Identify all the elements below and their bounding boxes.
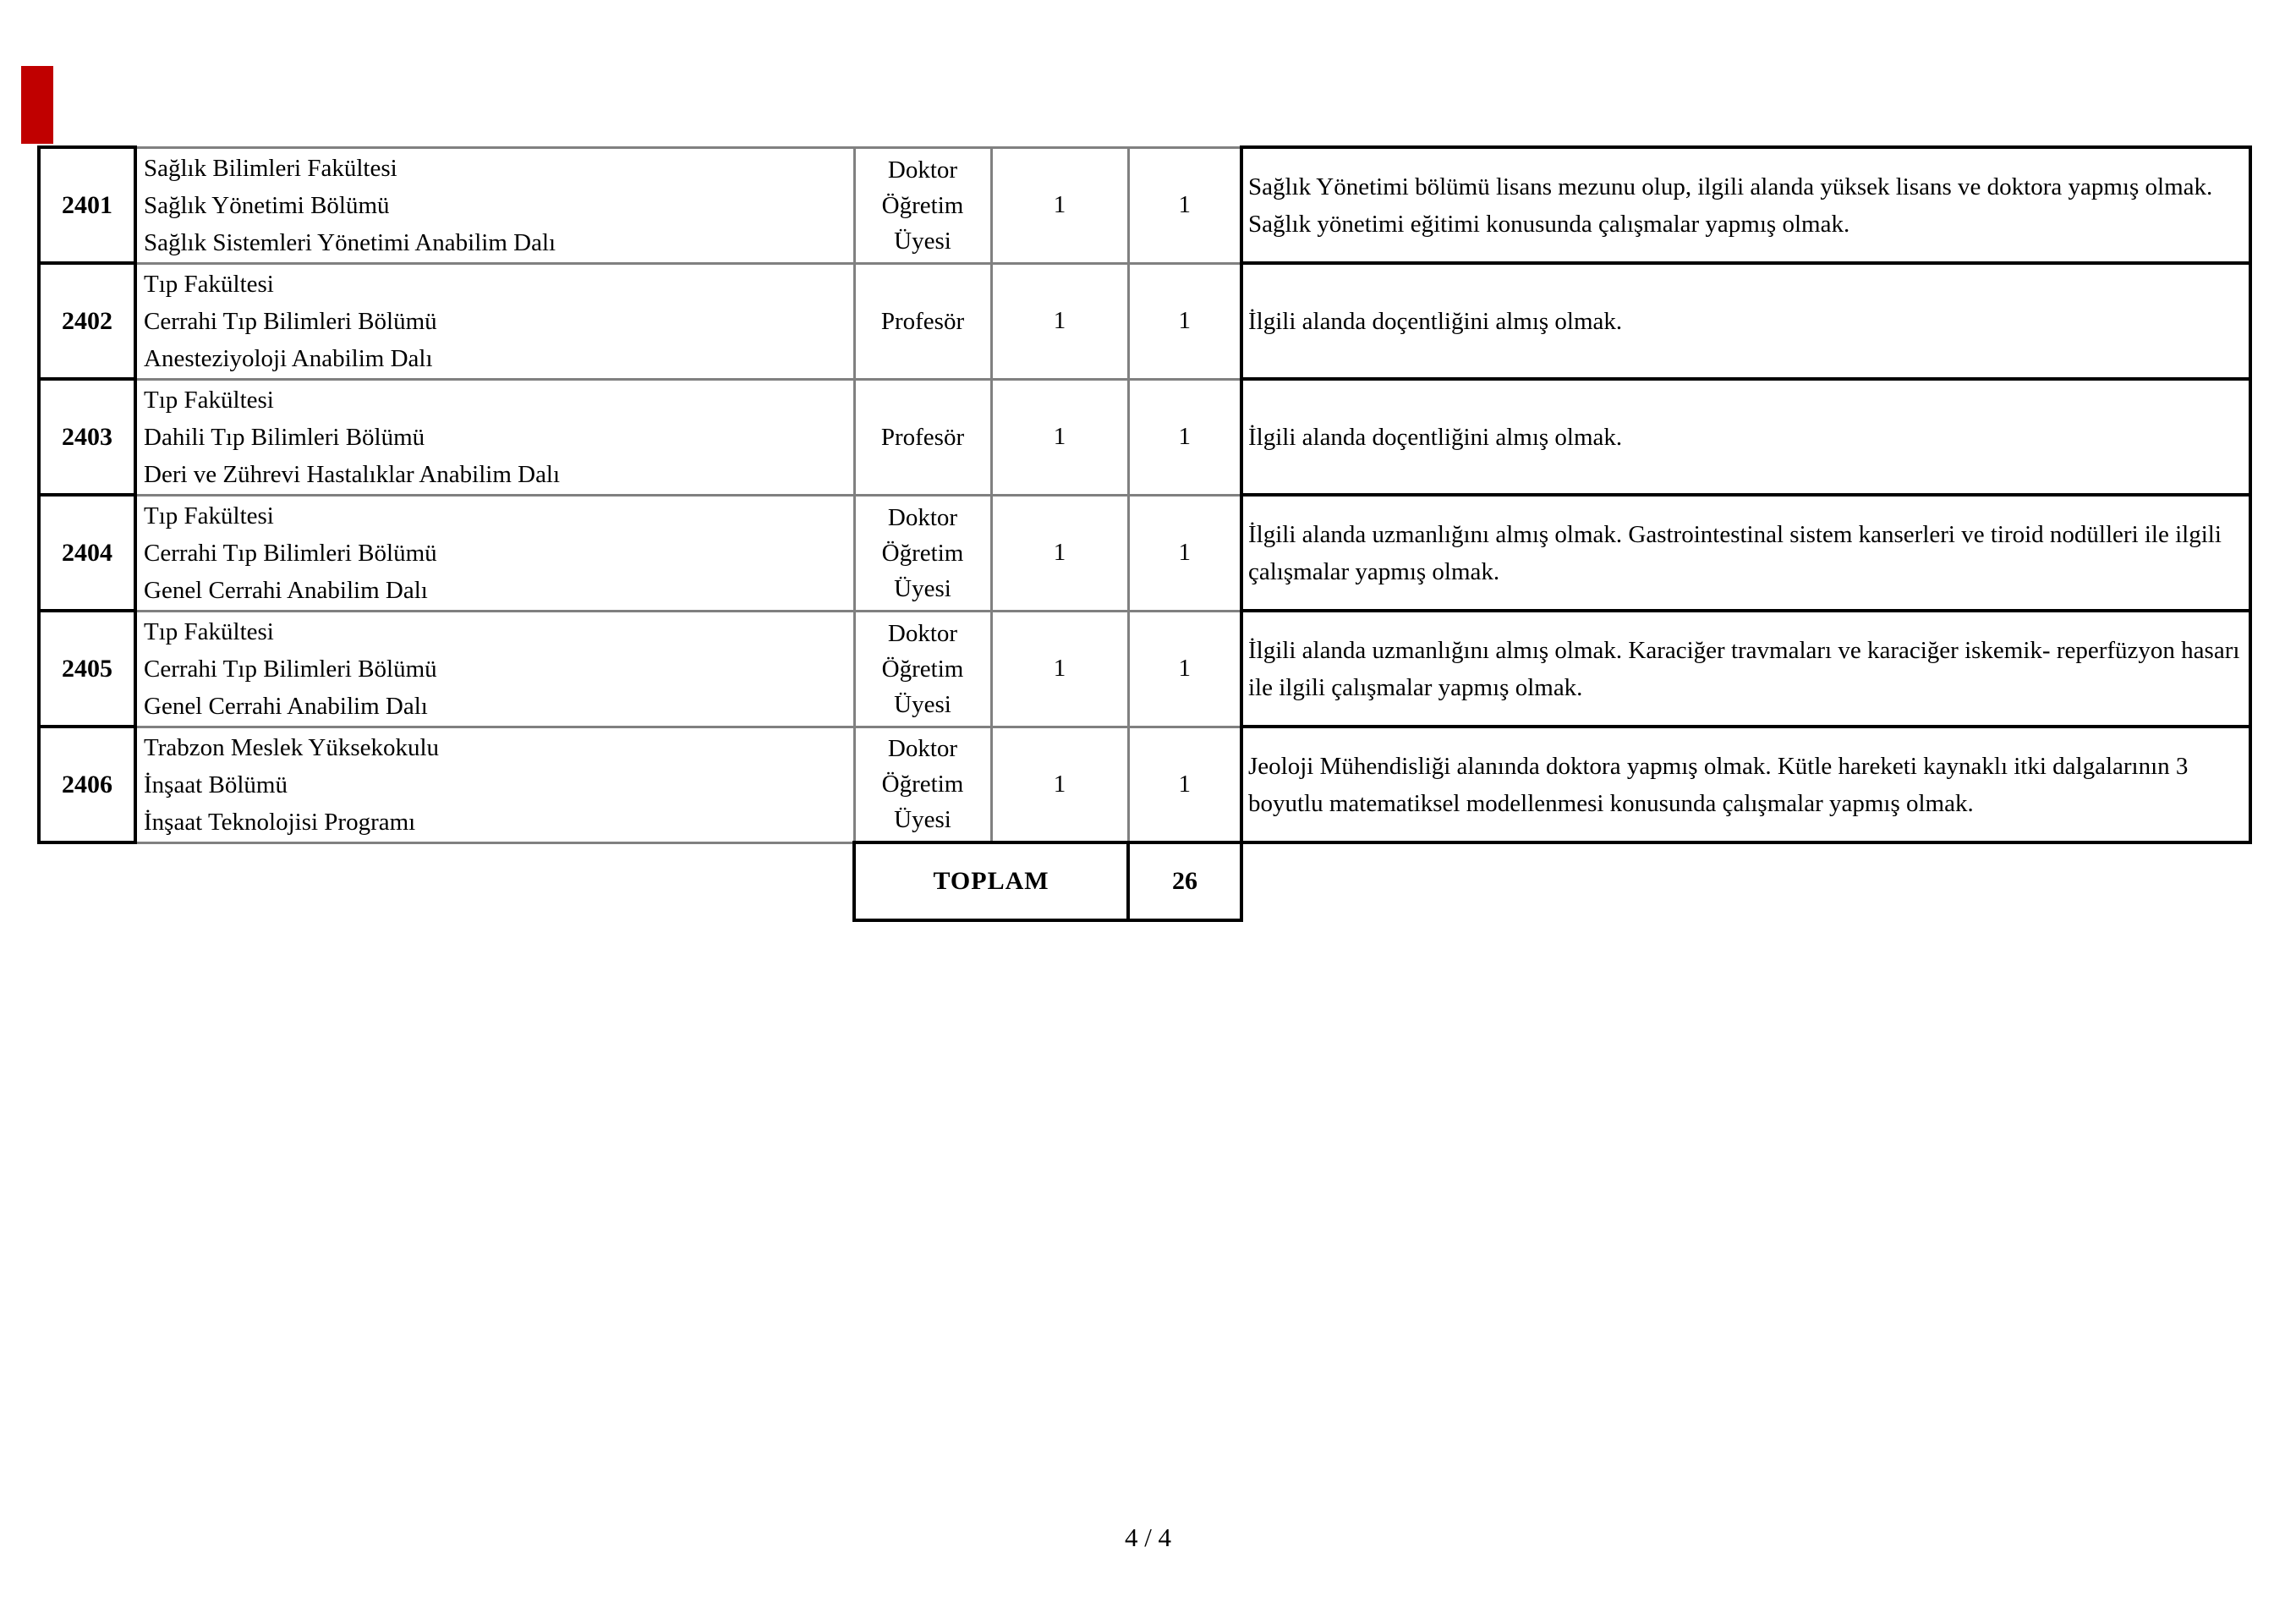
- description-cell: İlgili alanda doçentliğini almış olmak.: [1241, 379, 2250, 495]
- unit-line: İnşaat Bölümü: [144, 771, 288, 798]
- unit-line: Genel Cerrahi Anabilim Dalı: [144, 576, 428, 604]
- num2-cell: 1: [1128, 495, 1241, 611]
- unit-line: Cerrahi Tıp Bilimleri Bölümü: [144, 655, 437, 683]
- title-line: Üyesi: [894, 806, 951, 834]
- title-line: Öğretim: [881, 771, 964, 798]
- num2-cell: 1: [1128, 263, 1241, 379]
- unit-line: Cerrahi Tıp Bilimleri Bölümü: [144, 539, 437, 567]
- title-line: Öğretim: [881, 539, 964, 567]
- num1-cell: 1: [991, 263, 1128, 379]
- unit-cell: [135, 379, 854, 495]
- row-id-cell: 2406: [39, 727, 135, 842]
- title-line: Doktor: [887, 503, 958, 531]
- table-row: [39, 263, 2250, 379]
- unit-line: Tıp Fakültesi: [144, 617, 274, 645]
- table-row: [39, 727, 2250, 842]
- title-line: Öğretim: [881, 191, 964, 219]
- title-line: Profesör: [880, 423, 965, 451]
- num1-cell: 1: [991, 611, 1128, 727]
- num2-cell: 1: [1128, 611, 1241, 727]
- table-row: [39, 495, 2250, 611]
- unit-line: Trabzon Meslek Yüksekokulu: [144, 733, 440, 761]
- unit-cell: [135, 263, 854, 379]
- table-row: [39, 147, 2250, 263]
- positions-table: [37, 145, 2252, 922]
- unit-cell: [135, 611, 854, 727]
- total-value: 26: [1128, 842, 1241, 920]
- unit-line: Deri ve Zührevi Hastalıklar Anabilim Dalı: [144, 460, 561, 488]
- unit-line: Tıp Fakültesi: [144, 270, 274, 298]
- title-line: Doktor: [887, 619, 958, 647]
- unit-line: İnşaat Teknolojisi Programı: [144, 808, 416, 836]
- unit-line: Sağlık Sistemleri Yönetimi Anabilim Dalı: [144, 228, 556, 256]
- row-id-cell: 2402: [39, 263, 135, 379]
- unit-line: Tıp Fakültesi: [144, 386, 274, 414]
- total-row: [39, 842, 2250, 920]
- num2-cell: 1: [1128, 379, 1241, 495]
- description-cell: Sağlık Yönetimi bölümü lisans mezunu olup, ilgili alanda yüksek lisans ve doktora yapmış olmak. Sağlık yönetimi eğitimi konusunda çalışmalar yapmış olmak.: [1241, 147, 2250, 263]
- num1-cell: 1: [991, 495, 1128, 611]
- title-line: Profesör: [880, 307, 965, 335]
- description-cell: Jeoloji Mühendisliği alanında doktora yapmış olmak. Kütle hareketi kaynaklı itki dalgalarının 3 boyutlu matematiksel modellenmesi konusunda çalışmalar yapmış olmak.: [1241, 727, 2250, 842]
- unit-line: Tıp Fakültesi: [144, 502, 274, 529]
- unit-line: Sağlık Bilimleri Fakültesi: [144, 154, 397, 182]
- page-number: 4 / 4: [1124, 1522, 1172, 1552]
- description-cell: İlgili alanda uzmanlığını almış olmak. Karaciğer travmaları ve karaciğer iskemik- reperfüzyon hasarı ile ilgili çalışmalar yapmış olmak.: [1241, 611, 2250, 727]
- unit-cell: [135, 147, 854, 263]
- row-id-cell: 2401: [39, 147, 135, 263]
- num1-cell: 1: [991, 727, 1128, 842]
- row-id-cell: 2404: [39, 495, 135, 611]
- title-cell: [854, 263, 991, 379]
- title-line: Üyesi: [894, 227, 951, 255]
- total-row-spacer: [1241, 842, 2250, 920]
- unit-line: Anesteziyoloji Anabilim Dalı: [144, 344, 433, 372]
- num1-cell: 1: [991, 147, 1128, 263]
- row-id-cell: 2405: [39, 611, 135, 727]
- unit-line: Sağlık Yönetimi Bölümü: [144, 191, 390, 219]
- num2-cell: 1: [1128, 147, 1241, 263]
- row-id-cell: 2403: [39, 379, 135, 495]
- red-marker: [21, 66, 53, 144]
- unit-line: Genel Cerrahi Anabilim Dalı: [144, 692, 428, 720]
- num2-cell: 1: [1128, 727, 1241, 842]
- total-row-spacer: [39, 842, 854, 920]
- total-label: TOPLAM: [854, 842, 1128, 920]
- title-cell: [854, 727, 991, 842]
- title-cell: [854, 495, 991, 611]
- table-row: [39, 379, 2250, 495]
- unit-cell: [135, 495, 854, 611]
- table-row: [39, 611, 2250, 727]
- title-line: Üyesi: [894, 690, 951, 718]
- unit-cell: [135, 727, 854, 842]
- num1-cell: 1: [991, 379, 1128, 495]
- unit-line: Cerrahi Tıp Bilimleri Bölümü: [144, 307, 437, 335]
- title-cell: [854, 611, 991, 727]
- unit-line: Dahili Tıp Bilimleri Bölümü: [144, 423, 425, 451]
- title-line: Doktor: [887, 156, 958, 184]
- title-line: Üyesi: [894, 574, 951, 602]
- title-line: Doktor: [887, 735, 958, 763]
- title-cell: [854, 379, 991, 495]
- title-cell: [854, 147, 991, 263]
- description-cell: İlgili alanda uzmanlığını almış olmak. Gastrointestinal sistem kanserleri ve tiroid nodülleri ile ilgili çalışmalar yapmış olmak.: [1241, 495, 2250, 611]
- description-cell: İlgili alanda doçentliğini almış olmak.: [1241, 263, 2250, 379]
- title-line: Öğretim: [881, 655, 964, 683]
